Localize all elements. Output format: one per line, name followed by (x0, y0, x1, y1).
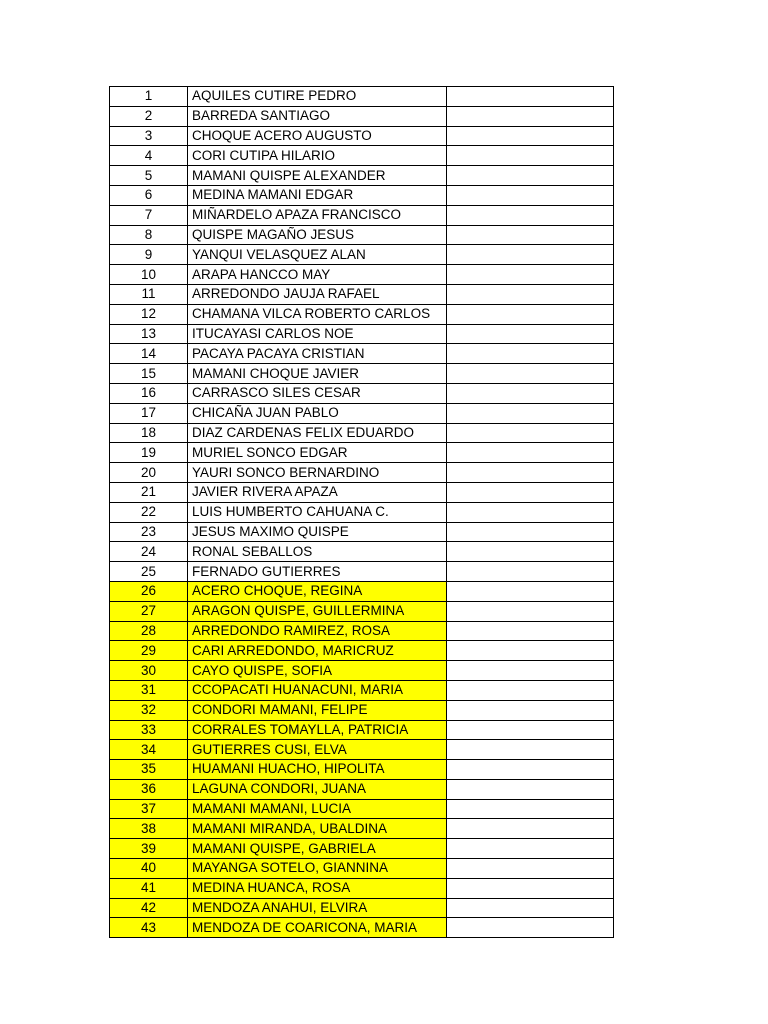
name-cell[interactable]: RONAL SEBALLOS (188, 542, 447, 562)
empty-cell[interactable] (447, 700, 614, 720)
row-number-cell[interactable]: 37 (110, 799, 188, 819)
name-cell[interactable]: MAMANI CHOQUE JAVIER (188, 364, 447, 384)
row-number-cell[interactable]: 1 (110, 87, 188, 107)
row-number-cell[interactable]: 31 (110, 680, 188, 700)
table-row (110, 304, 614, 324)
empty-cell[interactable] (447, 106, 614, 126)
empty-cell[interactable] (447, 482, 614, 502)
table-row (110, 403, 614, 423)
empty-cell[interactable] (447, 185, 614, 205)
row-number-cell[interactable]: 7 (110, 205, 188, 225)
name-cell[interactable]: JESUS MAXIMO QUISPE (188, 522, 447, 542)
table-row (110, 225, 614, 245)
empty-cell[interactable] (447, 661, 614, 681)
row-number-cell[interactable]: 12 (110, 304, 188, 324)
name-cell[interactable]: MAYANGA SOTELO, GIANNINA (188, 859, 447, 879)
row-number-cell[interactable]: 42 (110, 898, 188, 918)
name-cell[interactable]: CHOQUE ACERO AUGUSTO (188, 126, 447, 146)
name-cell[interactable]: FERNADO GUTIERRES (188, 562, 447, 582)
empty-cell[interactable] (447, 601, 614, 621)
name-cell[interactable]: AQUILES CUTIRE PEDRO (188, 87, 447, 107)
table-row (110, 799, 614, 819)
row-number-cell[interactable]: 36 (110, 779, 188, 799)
table-row (110, 265, 614, 285)
table-row (110, 898, 614, 918)
row-number-cell[interactable]: 28 (110, 621, 188, 641)
name-cell[interactable]: GUTIERRES CUSI, ELVA (188, 740, 447, 760)
empty-cell[interactable] (447, 859, 614, 879)
empty-cell[interactable] (447, 265, 614, 285)
empty-cell[interactable] (447, 680, 614, 700)
name-cell[interactable]: CARRASCO SILES CESAR (188, 383, 447, 403)
empty-cell[interactable] (447, 502, 614, 522)
empty-cell[interactable] (447, 740, 614, 760)
name-cell[interactable]: ACERO CHOQUE, REGINA (188, 581, 447, 601)
empty-cell[interactable] (447, 443, 614, 463)
name-cell[interactable]: JAVIER RIVERA APAZA (188, 482, 447, 502)
spreadsheet-table (109, 86, 614, 938)
table-row (110, 720, 614, 740)
table-row (110, 482, 614, 502)
row-number-cell[interactable]: 35 (110, 760, 188, 780)
table-row (110, 463, 614, 483)
table-row (110, 166, 614, 186)
row-number-cell[interactable]: 32 (110, 700, 188, 720)
name-cell[interactable]: PACAYA PACAYA CRISTIAN (188, 344, 447, 364)
empty-cell[interactable] (447, 225, 614, 245)
row-number-cell[interactable]: 18 (110, 423, 188, 443)
table-row (110, 324, 614, 344)
name-cell[interactable]: YAURI SONCO BERNARDINO (188, 463, 447, 483)
empty-cell[interactable] (447, 403, 614, 423)
row-number-cell[interactable]: 27 (110, 601, 188, 621)
table-row (110, 522, 614, 542)
empty-cell[interactable] (447, 799, 614, 819)
table-row (110, 126, 614, 146)
table-row (110, 205, 614, 225)
empty-cell[interactable] (447, 324, 614, 344)
table-row (110, 621, 614, 641)
table-row (110, 680, 614, 700)
table-row (110, 601, 614, 621)
table-row (110, 581, 614, 601)
name-cell[interactable]: MURIEL SONCO EDGAR (188, 443, 447, 463)
table-row (110, 284, 614, 304)
row-number-cell[interactable]: 26 (110, 581, 188, 601)
name-cell[interactable]: QUISPE MAGAÑO JESUS (188, 225, 447, 245)
row-number-cell[interactable]: 10 (110, 265, 188, 285)
row-number-cell[interactable]: 19 (110, 443, 188, 463)
row-number-cell[interactable]: 14 (110, 344, 188, 364)
name-cell[interactable]: HUAMANI HUACHO, HIPOLITA (188, 760, 447, 780)
empty-cell[interactable] (447, 522, 614, 542)
empty-cell[interactable] (447, 87, 614, 107)
table-row (110, 245, 614, 265)
table-row (110, 661, 614, 681)
table-row (110, 760, 614, 780)
row-number-cell[interactable]: 13 (110, 324, 188, 344)
row-number-cell[interactable]: 15 (110, 364, 188, 384)
empty-cell[interactable] (447, 878, 614, 898)
empty-cell[interactable] (447, 126, 614, 146)
table-row (110, 383, 614, 403)
name-cell[interactable]: MEDINA MAMANI EDGAR (188, 185, 447, 205)
row-number-cell[interactable]: 25 (110, 562, 188, 582)
row-number-cell[interactable]: 8 (110, 225, 188, 245)
empty-cell[interactable] (447, 344, 614, 364)
name-cell[interactable]: CONDORI MAMANI, FELIPE (188, 700, 447, 720)
row-number-cell[interactable]: 29 (110, 641, 188, 661)
row-number-cell[interactable]: 9 (110, 245, 188, 265)
name-cell[interactable]: CAYO QUISPE, SOFIA (188, 661, 447, 681)
table-row (110, 542, 614, 562)
table-row (110, 502, 614, 522)
table-row (110, 859, 614, 879)
table-row (110, 562, 614, 582)
table-row (110, 87, 614, 107)
table-row (110, 344, 614, 364)
name-cell[interactable]: ARREDONDO RAMIREZ, ROSA (188, 621, 447, 641)
empty-cell[interactable] (447, 304, 614, 324)
name-cell[interactable]: LUIS HUMBERTO CAHUANA C. (188, 502, 447, 522)
empty-cell[interactable] (447, 205, 614, 225)
name-cell[interactable]: ARREDONDO JAUJA RAFAEL (188, 284, 447, 304)
name-cell[interactable]: MAMANI MAMANI, LUCIA (188, 799, 447, 819)
empty-cell[interactable] (447, 146, 614, 166)
name-cell[interactable]: ARAGON QUISPE, GUILLERMINA (188, 601, 447, 621)
name-cell[interactable]: MAMANI MIRANDA, UBALDINA (188, 819, 447, 839)
table-row (110, 918, 614, 938)
empty-cell[interactable] (447, 581, 614, 601)
table-row (110, 779, 614, 799)
empty-cell[interactable] (447, 383, 614, 403)
empty-cell[interactable] (447, 621, 614, 641)
spreadsheet-body (110, 87, 614, 938)
row-number-cell[interactable]: 21 (110, 482, 188, 502)
name-cell[interactable]: YANQUI VELASQUEZ ALAN (188, 245, 447, 265)
table-row (110, 146, 614, 166)
table-row (110, 423, 614, 443)
row-number-cell[interactable]: 5 (110, 166, 188, 186)
row-number-cell[interactable]: 40 (110, 859, 188, 879)
name-cell[interactable]: CHICAÑA JUAN PABLO (188, 403, 447, 423)
empty-cell[interactable] (447, 245, 614, 265)
row-number-cell[interactable]: 39 (110, 839, 188, 859)
table-row (110, 740, 614, 760)
row-number-cell[interactable]: 3 (110, 126, 188, 146)
row-number-cell[interactable]: 24 (110, 542, 188, 562)
table-row (110, 878, 614, 898)
name-cell[interactable]: MENDOZA ANAHUI, ELVIRA (188, 898, 447, 918)
empty-cell[interactable] (447, 423, 614, 443)
table-row (110, 641, 614, 661)
empty-cell[interactable] (447, 364, 614, 384)
empty-cell[interactable] (447, 166, 614, 186)
name-cell[interactable]: CORI CUTIPA HILARIO (188, 146, 447, 166)
empty-cell[interactable] (447, 760, 614, 780)
row-number-cell[interactable]: 30 (110, 661, 188, 681)
table-row (110, 185, 614, 205)
row-number-cell[interactable]: 34 (110, 740, 188, 760)
empty-cell[interactable] (447, 463, 614, 483)
row-number-cell[interactable]: 38 (110, 819, 188, 839)
row-number-cell[interactable]: 11 (110, 284, 188, 304)
name-cell[interactable]: CHAMANA VILCA ROBERTO CARLOS (188, 304, 447, 324)
row-number-cell[interactable]: 4 (110, 146, 188, 166)
table-row (110, 839, 614, 859)
name-cell[interactable]: CORRALES TOMAYLLA, PATRICIA (188, 720, 447, 740)
name-cell[interactable]: BARREDA SANTIAGO (188, 106, 447, 126)
row-number-cell[interactable]: 43 (110, 918, 188, 938)
name-cell[interactable]: MAMANI QUISPE ALEXANDER (188, 166, 447, 186)
row-number-cell[interactable]: 2 (110, 106, 188, 126)
empty-cell[interactable] (447, 839, 614, 859)
row-number-cell[interactable]: 33 (110, 720, 188, 740)
name-cell[interactable]: CCOPACATI HUANACUNI, MARIA (188, 680, 447, 700)
empty-cell[interactable] (447, 542, 614, 562)
row-number-cell[interactable]: 17 (110, 403, 188, 423)
name-cell[interactable]: ITUCAYASI CARLOS NOE (188, 324, 447, 344)
empty-cell[interactable] (447, 720, 614, 740)
name-cell[interactable]: LAGUNA CONDORI, JUANA (188, 779, 447, 799)
empty-cell[interactable] (447, 562, 614, 582)
name-cell[interactable]: MEDINA HUANCA, ROSA (188, 878, 447, 898)
row-number-cell[interactable]: 20 (110, 463, 188, 483)
row-number-cell[interactable]: 23 (110, 522, 188, 542)
name-cell[interactable]: CARI ARREDONDO, MARICRUZ (188, 641, 447, 661)
table-row (110, 443, 614, 463)
row-number-cell[interactable]: 41 (110, 878, 188, 898)
empty-cell[interactable] (447, 641, 614, 661)
name-cell[interactable]: ARAPA HANCCO MAY (188, 265, 447, 285)
empty-cell[interactable] (447, 898, 614, 918)
table-row (110, 364, 614, 384)
name-cell[interactable]: MIÑARDELO APAZA FRANCISCO (188, 205, 447, 225)
empty-cell[interactable] (447, 819, 614, 839)
table-row (110, 700, 614, 720)
empty-cell[interactable] (447, 284, 614, 304)
row-number-cell[interactable]: 6 (110, 185, 188, 205)
empty-cell[interactable] (447, 918, 614, 938)
name-cell[interactable]: DIAZ CARDENAS FELIX EDUARDO (188, 423, 447, 443)
table-row (110, 106, 614, 126)
row-number-cell[interactable]: 22 (110, 502, 188, 522)
empty-cell[interactable] (447, 779, 614, 799)
name-cell[interactable]: MAMANI QUISPE, GABRIELA (188, 839, 447, 859)
name-cell[interactable]: MENDOZA DE COARICONA, MARIA (188, 918, 447, 938)
row-number-cell[interactable]: 16 (110, 383, 188, 403)
table-row (110, 819, 614, 839)
